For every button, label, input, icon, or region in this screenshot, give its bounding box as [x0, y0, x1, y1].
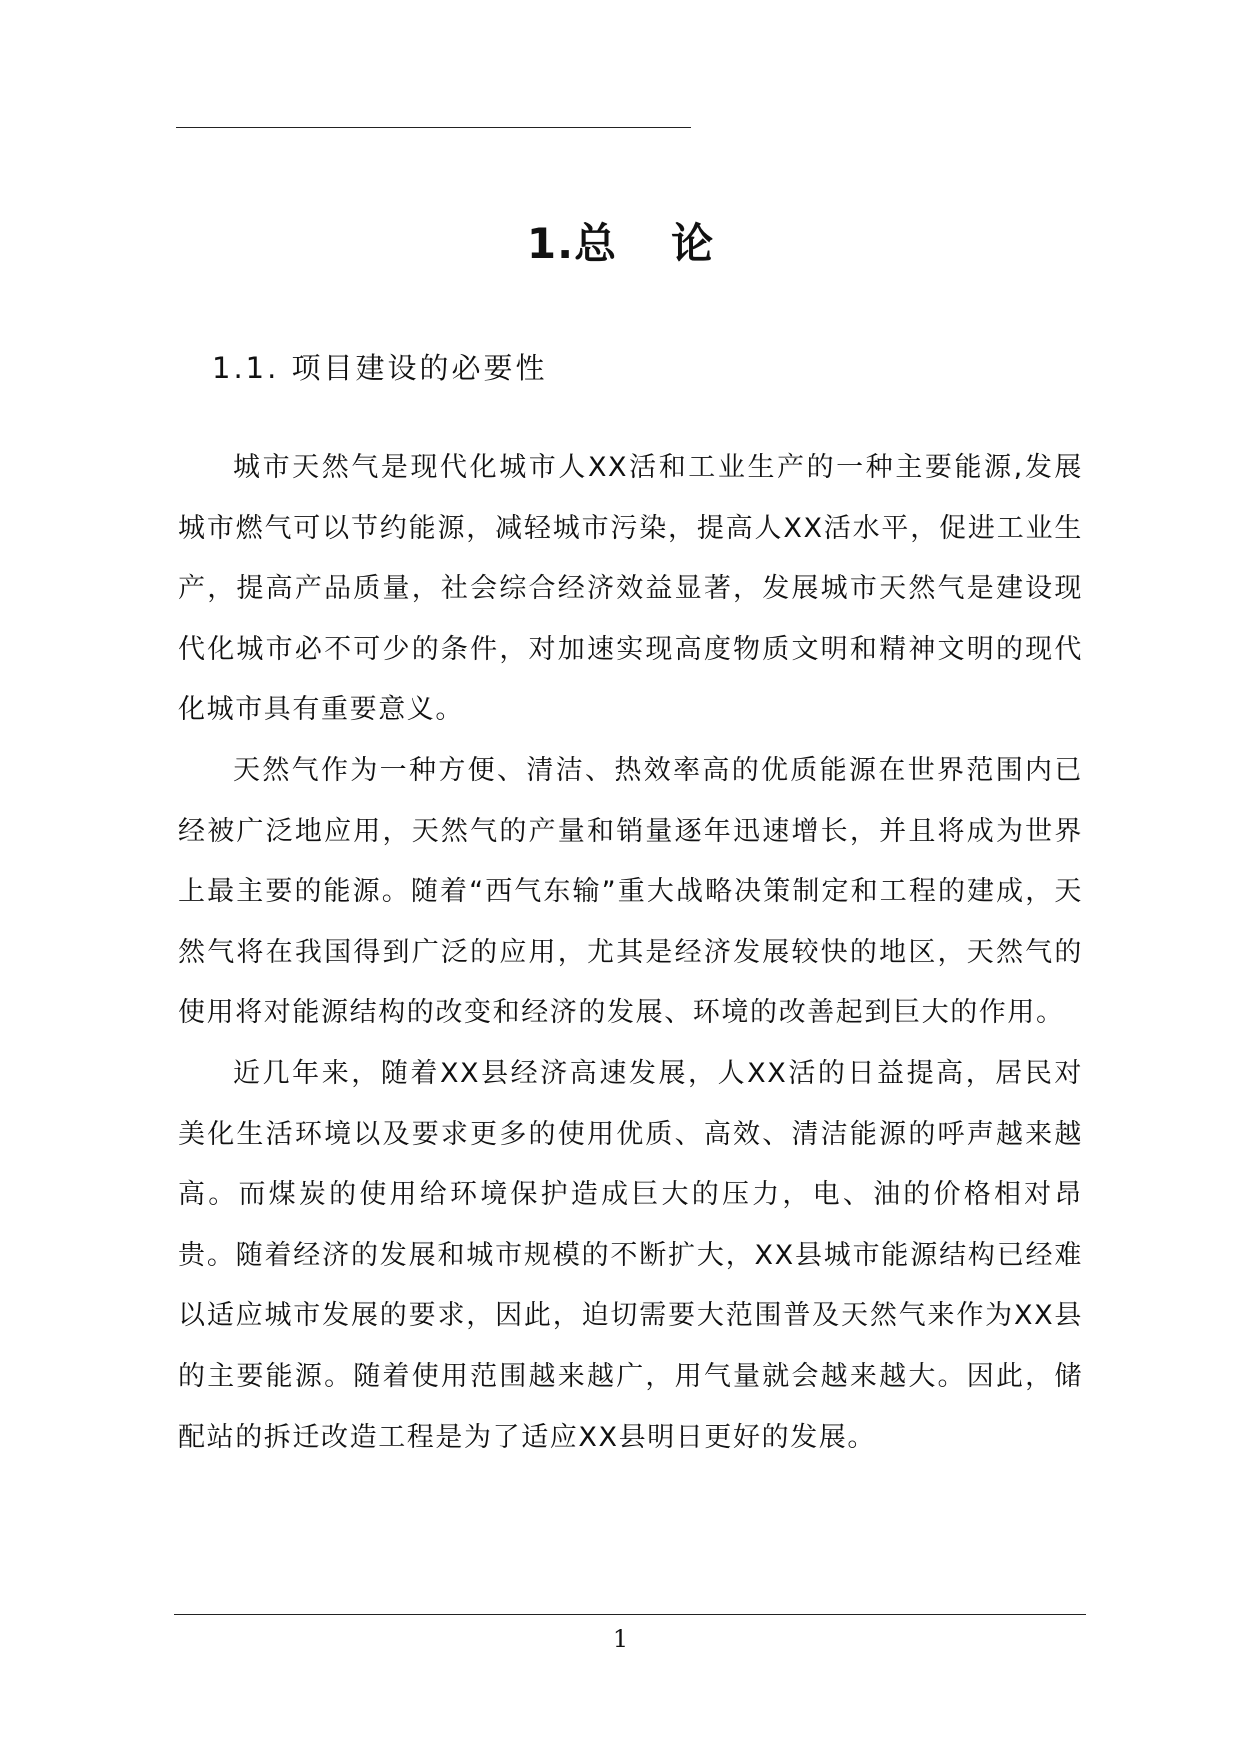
chapter-number: 1.	[526, 219, 575, 268]
section-heading: 1.1. 项目建设的必要性	[212, 351, 548, 385]
paragraph: 近几年来，随着XX县经济高速发展，人XX活的日益提高，居民对美化生活环境以及要求更多的使用优质、高效、清洁能源的呼声越来越高。而煤炭的使用给环境保护造成巨大的压力，电、油的价格相对昂贵。随着经济的发展和城市规模的不断扩大，XX县城市能源结构已经难以适应城市发展的要求，因此，迫切需要大范围普及天然气来作为XX县的主要能源。随着使用范围越来越广，用气量就会越来越大。因此，储配站的拆迁改造工程是为了适应XX县明日更好的发展。	[178, 1057, 1083, 1453]
footer-rule	[174, 1614, 1086, 1615]
header-rule	[176, 127, 691, 128]
chapter-title-part1: 总	[574, 219, 618, 268]
body-text	[178, 438, 1083, 1468]
page-number: 1	[612, 1625, 629, 1653]
paragraph: 城市天然气是现代化城市人XX活和工业生产的一种主要能源,发展城市燃气可以节约能源，减轻城市污染，提高人XX活水平，促进工业生产，提高产品质量，社会综合经济效益显著，发展城市天然气是建设现代化城市必不可少的条件，对加速实现高度物质文明和精神文明的现代化城市具有重要意义。	[178, 452, 1083, 726]
chapter-title	[0, 214, 1241, 274]
chapter-title-part2: 论	[671, 219, 715, 268]
paragraph: 天然气作为一种方便、清洁、热效率高的优质能源在世界范围内已经被广泛地应用，天然气的产量和销量逐年迅速增长，并且将成为世界上最主要的能源。随着“西气东输”重大战略决策制定和工程的建成，天然气将在我国得到广泛的应用，尤其是经济发展较快的地区，天然气的使用将对能源结构的改变和经济的发展、环境的改善起到巨大的作用。	[178, 754, 1083, 1029]
